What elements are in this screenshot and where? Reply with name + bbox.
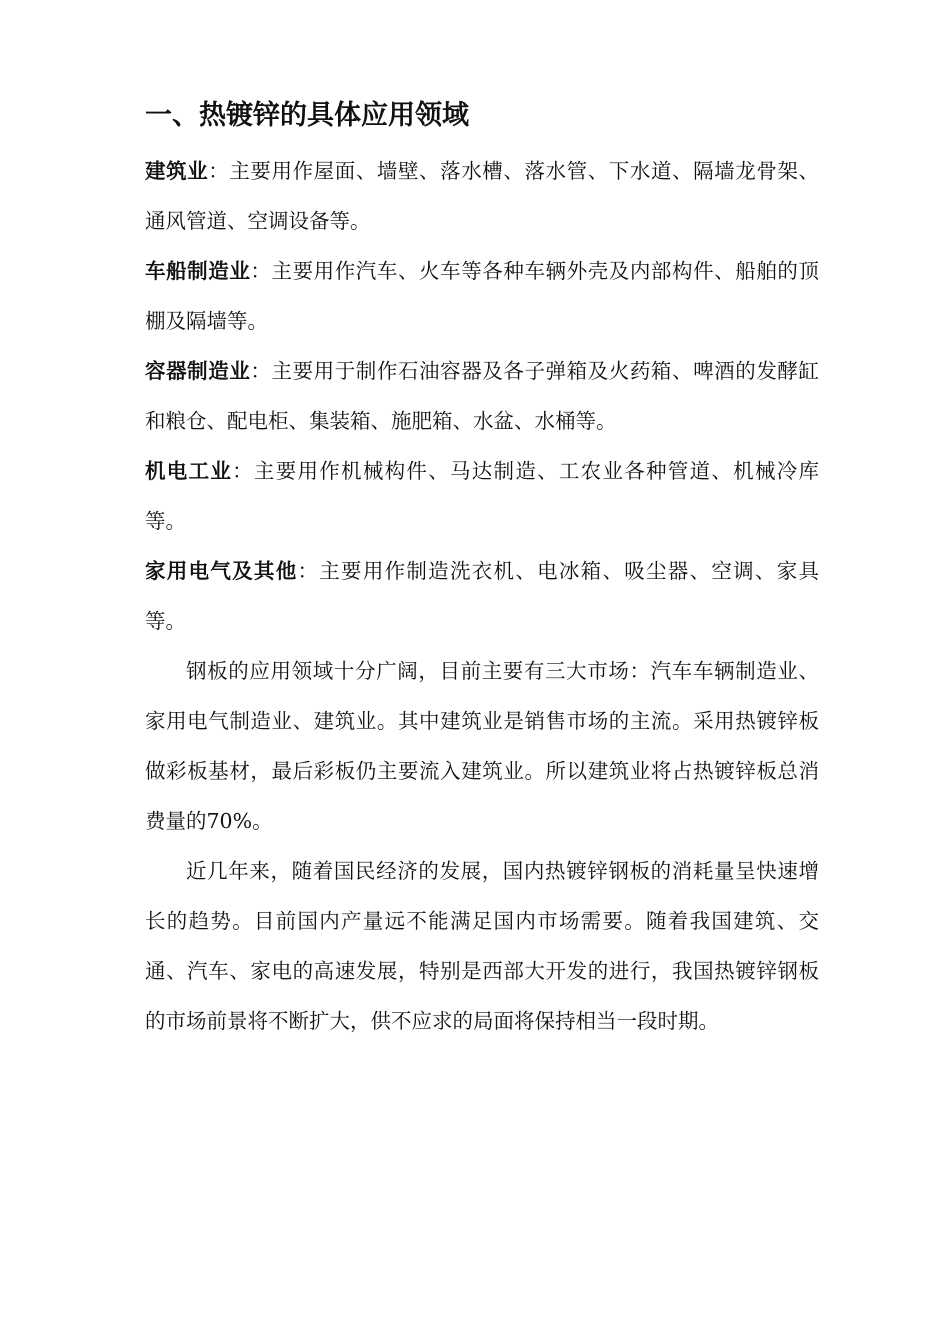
document-page bbox=[145, 96, 819, 1046]
sector-term: 机电工业 bbox=[145, 459, 233, 483]
body-paragraph-markets: 钢板的应用领域十分广阔，目前主要有三大市场：汽车车辆制造业、家用电气制造业、建筑业。其中建筑业是销售市场的主流。采用热镀锌板做彩板基材，最后彩板仍主要流入建筑业。所以建筑业将占热镀锌板总消费量的70%。 bbox=[145, 659, 819, 833]
sector-description: ：主要用作汽车、火车等各种车辆外壳及内部构件、船舶的顶棚及隔墙等。 bbox=[145, 259, 820, 333]
sector-paragraph-construction bbox=[145, 146, 819, 246]
sector-paragraph-vehicle-ship bbox=[145, 246, 819, 346]
sector-description: ：主要用作制造洗衣机、电冰箱、吸尘器、空调、家具等。 bbox=[145, 559, 819, 633]
sector-term: 建筑业 bbox=[145, 159, 209, 183]
sector-term: 车船制造业 bbox=[145, 259, 251, 283]
sector-description: ：主要用作机械构件、马达制造、工农业各种管道、机械冷库等。 bbox=[145, 459, 820, 533]
sector-description: ：主要用作屋面、墙壁、落水槽、落水管、下水道、隔墙龙骨架、通风管道、空调设备等。 bbox=[145, 159, 820, 233]
sector-paragraph-container bbox=[145, 346, 819, 446]
body-paragraph-outlook: 近几年来，随着国民经济的发展，国内热镀锌钢板的消耗量呈快速增长的趋势。目前国内产量远不能满足国内市场需要。随着我国建筑、交通、汽车、家电的高速发展，特别是西部大开发的进行，我国热镀锌钢板的市场前景将不断扩大，供不应求的局面将保持相当一段时期。 bbox=[145, 859, 819, 1033]
sector-paragraph-appliances bbox=[145, 546, 819, 646]
sector-description: ：主要用于制作石油容器及各子弹箱及火药箱、啤酒的发酵缸和粮仓、配电柜、集装箱、施肥箱、水盆、水桶等。 bbox=[145, 359, 820, 433]
sector-paragraph-electromechanical bbox=[145, 446, 819, 546]
sector-term: 容器制造业 bbox=[145, 359, 251, 383]
section-heading: 一、热镀锌的具体应用领域 bbox=[145, 100, 469, 131]
sector-term: 家用电气及其他 bbox=[145, 559, 298, 583]
